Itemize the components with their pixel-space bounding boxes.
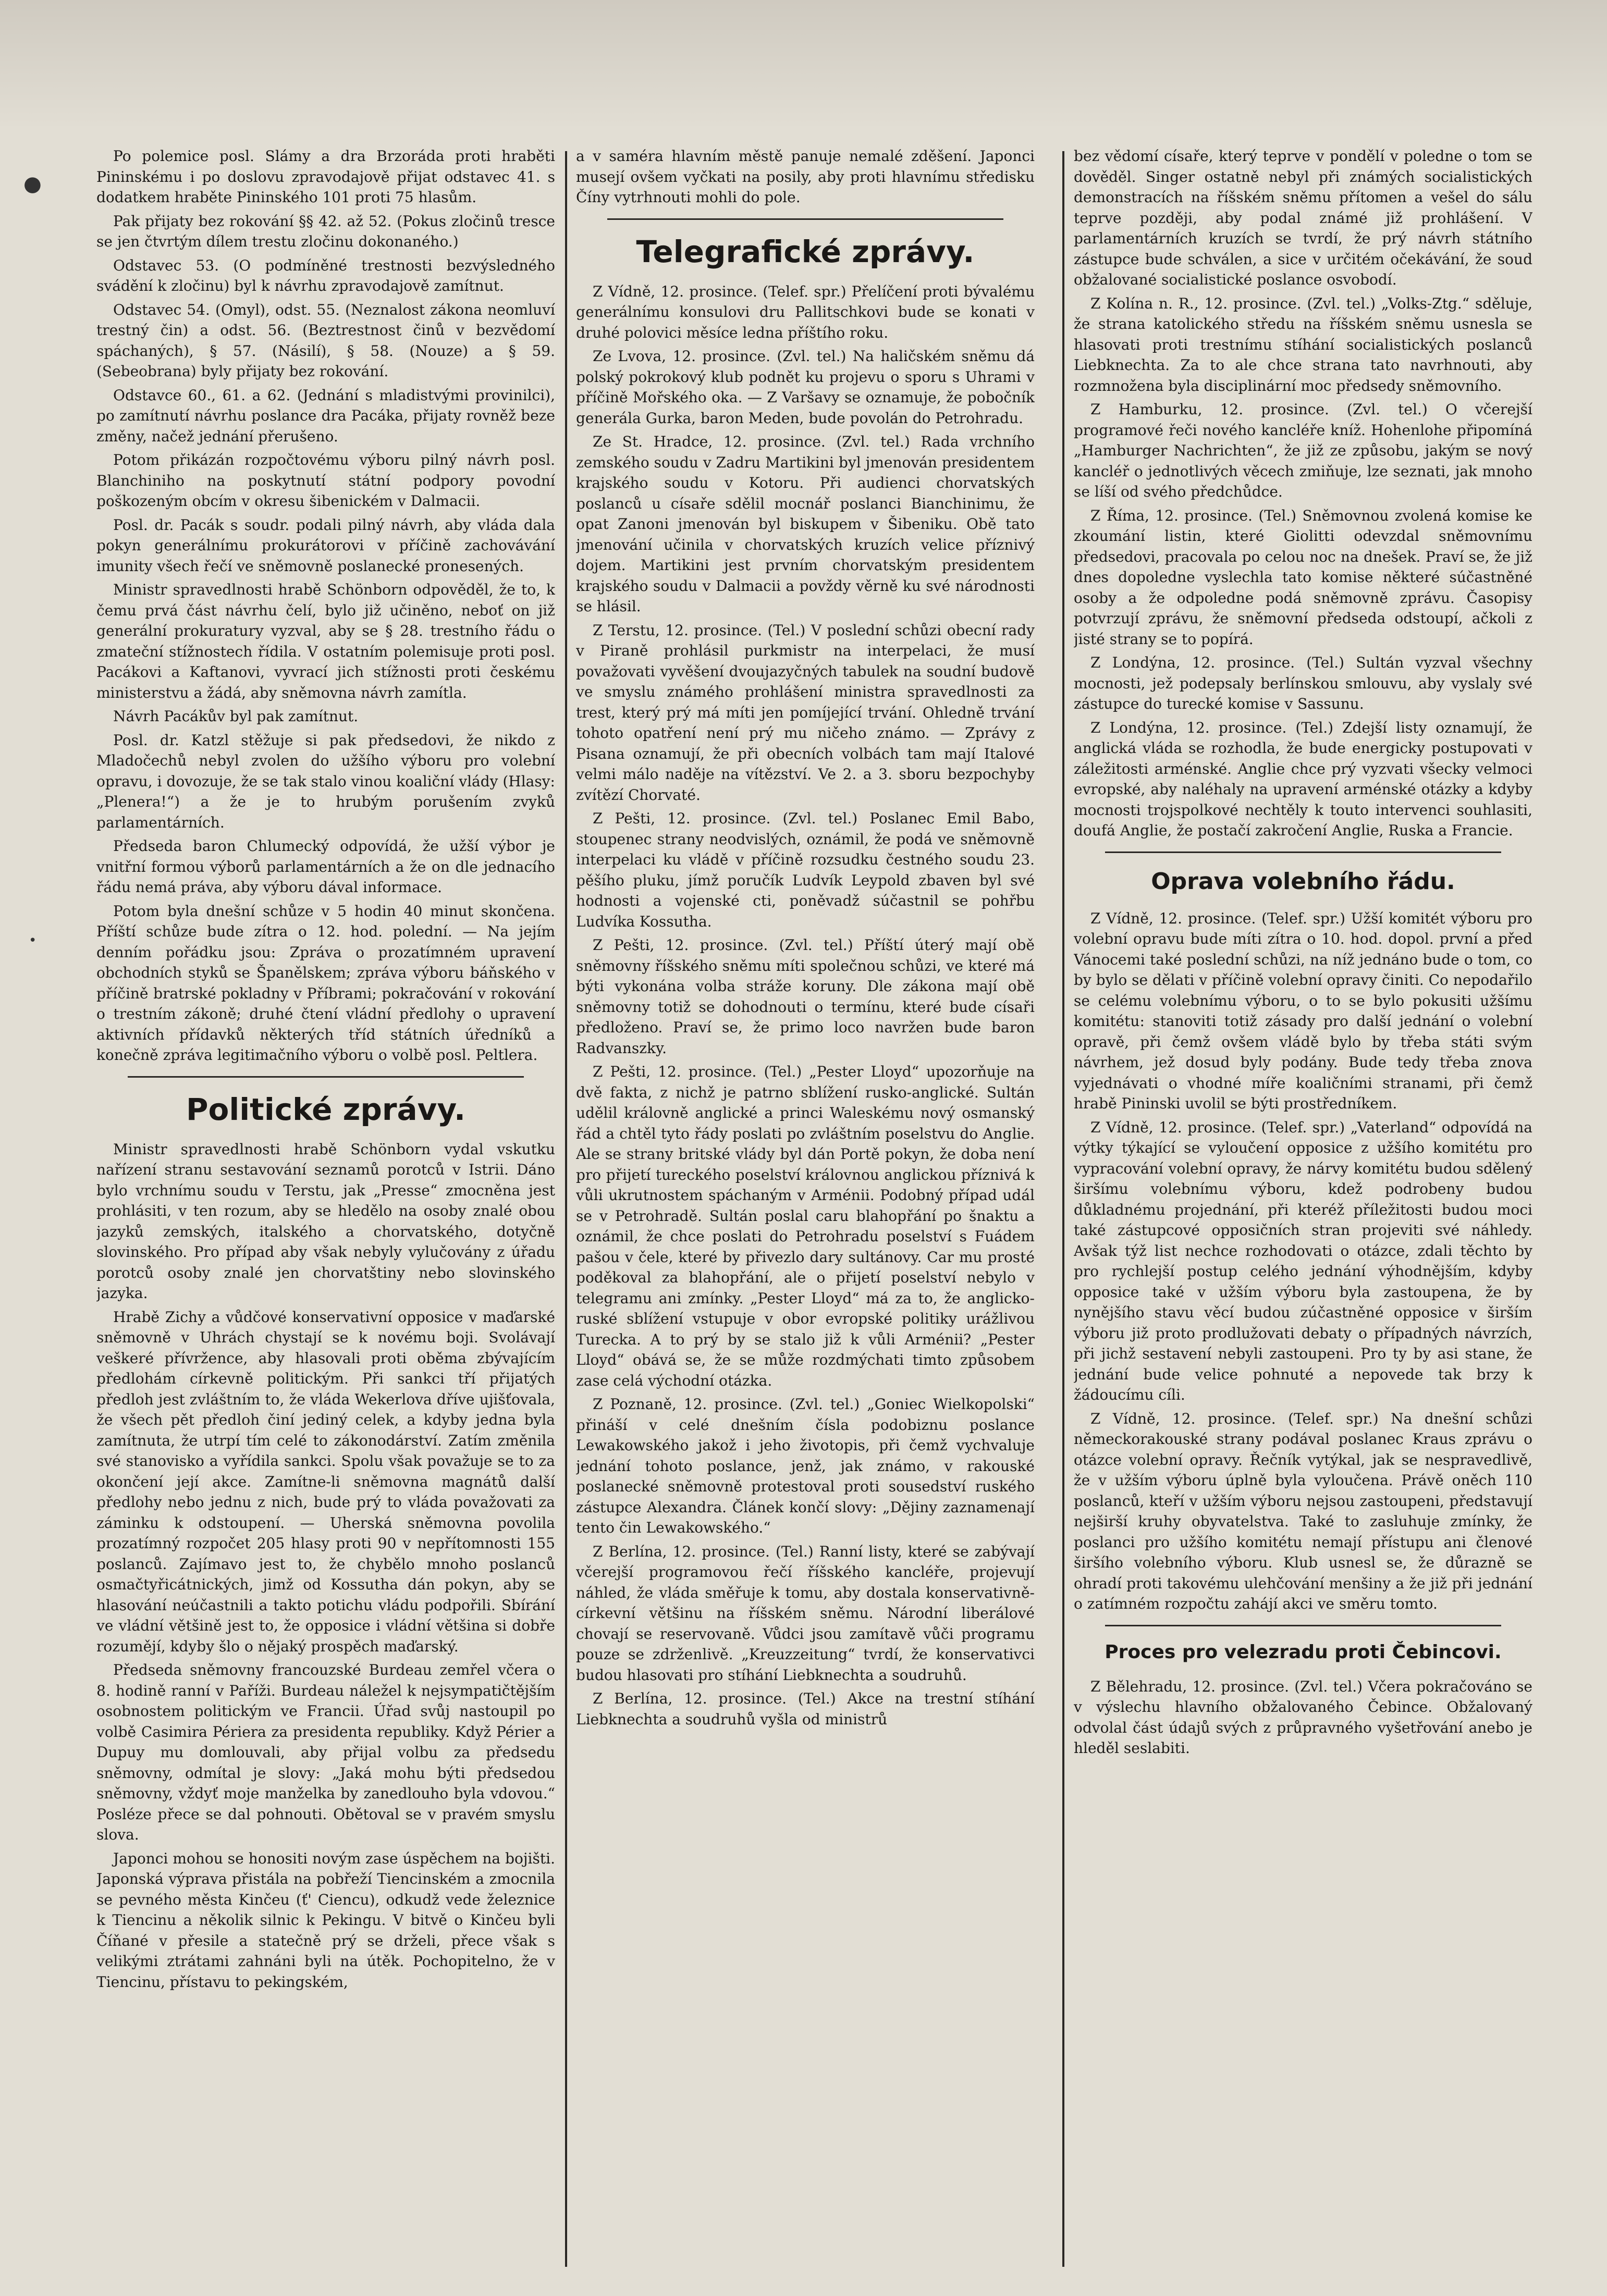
margin-bullet-icon: • bbox=[29, 933, 37, 948]
column-rule bbox=[565, 151, 567, 2267]
article-paragraph: Pak přijaty bez rokování §§ 42. až 52. (Pokus zločinů tresce se jen čtvrtým dílem trestu zločinu dokonaného.) bbox=[96, 212, 555, 250]
article-paragraph: Z Poznaně, 12. prosince. (Zvl. tel.) „Goniec Wielkopolski“ přináší v celé dnešním čísla podobiznu poslance Lewakowského jakož i jeho životopis, při čemž vychvaluje jednání tohoto poslance, jenž, jak známo, v rakouské poslanecké sněmovně protestoval proti sousedství ruského zástupce Alexandra. Článek končí slovy: „Dějiny zaznamenají tento čin Lewakowského.“ bbox=[576, 1396, 1035, 1536]
article-paragraph: Ze St. Hradce, 12. prosince. (Zvl. tel.) Rada vrchního zemského soudu v Zadru Martikini byl jmenován presidentem krajského soudu v Kotoru. Při audienci chorvatských poslanců u císaře sdělil mocnář poslanci Bianchinimu, že opat Zanoni jmenován byl biskupem v Šibeniku. Obě tato jmenování učinila v chorvatských kruzích velice příznivý dojem. Martikini jest prvním chorvatským presidentem krajského soudu v Dalmacii a povždy věrně ku své národnosti se hlásil. bbox=[576, 433, 1035, 615]
article-paragraph: Odstavec 53. (O podmíněné trestnosti bezvýsledného svádění k zločinu) byl k návrhu zpravodajově zamítnut. bbox=[96, 256, 555, 294]
section-heading-electoral-reform: Oprava volebního řádu. bbox=[1151, 868, 1455, 895]
section-heading-treason-trial: Proces pro velezradu proti Čebincovi. bbox=[1105, 1641, 1502, 1663]
article-paragraph: Z Vídně, 12. prosince. (Telef. spr.) „Vaterland“ odpovídá na výtky týkající se vyloučení opposice z užšího komitétu pro vypracování volební opravy, že nárvy komitétu budou sdělený širšímu volebnímu výboru, kdež podrobeny budou důkladnému projednání, při kteréž příležitosti budou moci také zástupcové opposičních stran projeviti své náhledy. Avšak týž list nechce rozhodovati o otázce, zdali těchto by pro rychlejší postup celého jednání výhodnějším, kdyby opposice také v užším výboru byla zastoupena, že by nynějšího stavu věcí budou zúčastněné opposice v širším výboru již proto prodlužovati debaty o případných návrzích, při jichž sestavení nebyli zastoupeni. Pro ty by asi stane, že jednání bude velice pohnuté a nepovede tak brzy k žádoucímu cíli. bbox=[1074, 1118, 1532, 1403]
article-paragraph: Posl. dr. Pacák s soudr. podali pilný návrh, aby vláda dala pokyn generálnímu prokurátorovi v příčině zachovávání imunity všech řečí ve sněmovně poslanecké pronesených. bbox=[96, 516, 555, 575]
article-paragraph: Z Pešti, 12. prosince. (Zvl. tel.) Poslanec Emil Babo, stoupenec strany neodvislých, oznámil, že podá ve sněmovně interpelaci ku vládě v příčině rozsudku čestného soudu 23. pěšího pluku, jímž poručík Ludvík Leypold zbaven byl své hodnosti a vojenské cti, poněvadž súčastnil se pohřbu Ludvíka Kossutha. bbox=[576, 810, 1035, 930]
article-paragraph: a v saméra hlavním městě panuje nemalé zděšení. Japonci musejí ovšem vyčkati na posily, aby proti hlavnímu středisku Číny vytrhnouti mohli do pole. bbox=[576, 147, 1035, 206]
margin-bullet-icon: ● bbox=[23, 172, 42, 196]
article-paragraph: Z Pešti, 12. prosince. (Zvl. tel.) Příští úterý mají obě sněmovny říšského sněmu míti společnou schůzi, ve které má býti vykonána volba stráže koruny. Dle zákona mají obě sněmovny totiž se dohodnouti o termínu, které bude císaři předloženo. Praví se, že primo loco navržen bude baron Radvanszky. bbox=[576, 936, 1035, 1057]
column-middle bbox=[576, 146, 1035, 2272]
article-paragraph: Návrh Pacákův byl pak zamítnut. bbox=[113, 708, 359, 725]
section-divider bbox=[1105, 1625, 1501, 1626]
article-paragraph: Odstavec 54. (Omyl), odst. 55. (Neznalost zákona neomluví trestný čin) a odst. 56. (Beztrestnost činů v bezvědomí spáchaných), § 57. (Násilí), § 58. (Nouze) a § 59. (Sebeobrana) byly přijaty bez rokování. bbox=[96, 301, 555, 380]
article-paragraph: Posl. dr. Katzl stěžuje si pak předsedovi, že nikdo z Mladočechů nebyl zvolen do užšího výboru pro volební opravu, i dovozuje, že se tak stalo vinou koaliční vlády (Hlasy: „Plenera!“) a že je to hrubým porušením zvyků parlamentárních. bbox=[96, 731, 555, 831]
section-divider bbox=[607, 218, 1003, 220]
column-rule bbox=[1062, 151, 1064, 2267]
article-paragraph: Předseda baron Chlumecký odpovídá, že užší výbor je vnitřní formou výborů parlamentárních a že on dle jednacího řádu nemá práva, aby výboru dával informace. bbox=[96, 837, 555, 896]
article-paragraph: Ministr spravedlnosti hrabě Schönborn odpověděl, že to, k čemu prvá část návrhu čelí, bylo již učiněno, neboť on již generální prokuratury vyzval, aby se § 28. trestního řádu o zmateční stížnostech řídila. V ostatním polemisuje proti posl. Pacákovi a Kaftanovi, vyvrací jich stížnosti proti českému ministerstvu a žádá, aby sněmovna návrh zamítla. bbox=[96, 581, 555, 701]
article-paragraph: Z Vídně, 12. prosince. (Telef. spr.) Užší komitét výboru pro volební opravu bude míti zítra o 10. hod. dopol. první a před Vánocemi také poslední schůzi, na níž jednáno bude o tom, co by bylo se dělati v příčině volební opravy činiti. Co nepodařilo se celému volebnímu výboru, o to se bylo pokusiti užšímu komitétu: stanoviti totiž zásady pro další jednání o volební opravě, při čemž ovšem vládě bylo by třeba státi svým návrhem, jež dosud byly podány. Bude tedy třeba znova vyjednávati o vhodné míře koaličními stranami, při čemž hrabě Pininski uvolil se býti prostředníkem. bbox=[1074, 909, 1532, 1112]
article-paragraph: Odstavce 60., 61. a 62. (Jednání s mladistvými provinilci), po zamítnutí návrhu poslance dra Pacáka, přijaty rovněž beze změny, načež jednání přerušeno. bbox=[96, 386, 555, 445]
article-paragraph: Z Vídně, 12. prosince. (Telef. spr.) Na dnešní schůzi německorakouské strany podával poslanec Kraus zprávu o otázce volební opravy. Řečník vytýkal, jak se nespravedlivě, že v užším výboru úplně byla vyloučena. Právě oněch 110 poslanců, kteří v užším výboru nejsou zastoupeni, představují nejširší kruhy obyvatelstva. Také to zasluhuje zmínky, že poslanci pro užšího komitétu nemají přístupu ani členové širšího volebního výboru. Klub usnesl se, že důrazně se ohradí proti takovému ulehčování menšiny a že již při jednání o zatímném rozpočtu zahájí akci ve směru tomto. bbox=[1074, 1410, 1532, 1612]
article-paragraph: Ze Lvova, 12. prosince. (Zvl. tel.) Na haličském sněmu dá polský pokrokový klub podnět ku projevu o sporu s Uhrami v příčině Mořského oka. — Z Varšavy se oznamuje, že pobočník generála Gurka, baron Meden, bude povolán do Petrohradu. bbox=[576, 348, 1035, 427]
article-paragraph: Japonci mohou se honositi novým zase úspěchem na bojišti. Japonská výprava přistála na pobřeží Tiencinském a zmocnila se pevného města Kinčeu (ť' Ciencu), odkudž vede železnice k Tiencinu a několik silnic k Pekingu. V bitvě o Kinčeu byli Číňané v přesile a statečně prý se drželi, přece však s velikými ztrátami zahnáni byli na útěk. Pochopitelno, že v Tiencinu, přístavu to pekingském, bbox=[96, 1849, 555, 1991]
article-paragraph: Z Kolína n. R., 12. prosince. (Zvl. tel.) „Volks-Ztg.“ sděluje, že strana katolického středu na říšském sněmu usnesla se hlasovati proti trestnímu stíhání socialistických poslanců Liebknechta. Za to ale chce strana tato navrhnouti, aby rozmnožena byla disciplinární moc předsedy sněmovního. bbox=[1074, 294, 1532, 394]
article-paragraph: Potom byla dnešní schůze v 5 hodin 40 minut skončena. Příští schůze bude zítra o 12. hod. polední. — Na jejím denním pořádku jsou: Zpráva o prozatímném upravení obchodních styků se Španělskem; zpráva výboru báňského v příčině bratrské pokladny v Příbrami; pokračování v rokování o trestním zákoně; druhé čtení vládní předlohy o upravení aktivních přídavků některých tříd státních úředníků a konečně zpráva legitimačního výboru o volbě posl. Peltlera. bbox=[96, 902, 555, 1064]
article-paragraph: Z Londýna, 12. prosince. (Tel.) Zdejší listy oznamují, že anglická vláda se rozhodla, že bude energicky postupovati v záležitosti arménské. Anglie chce prý vyzvati všecky velmoci evropské, aby naléhaly na upravení arménské otázky a kdyby mocnosti trojspolkové nechtěly k touto intervenci souhlasiti, doufá Anglie, že postačí zakročení Anglie, Ruska a Francie. bbox=[1074, 719, 1532, 839]
article-paragraph: Předseda sněmovny francouzské Burdeau zemřel včera o 8. hodině ranní v Paříži. Burdeau náležel k nejsympatičtějším osobnostem politickým ve Francii. Úřad svůj nastoupil po volbě Casimira Périera za presidenta republiky. Když Périer a Dupuy mu domlouvali, aby přijal volbu za předsedu sněmovny, odmítal je slovy: „Jaká mohu býti předsedou sněmovny, vždyť moje manželka by zanedlouho byla vdovou.“ Posléze přece se dal pohnouti. Obětoval se v pravém smyslu slova. bbox=[96, 1661, 555, 1843]
column-right bbox=[1074, 146, 1532, 2272]
column-left bbox=[96, 146, 555, 2272]
article-paragraph: Z Hamburku, 12. prosince. (Zvl. tel.) O včerejší programové řeči nového kancléře kníž. Hohenlohe připomíná „Hamburger Nachrichten“, že již ze způsobu, jakým se nový kancléř o jednotlivých věcech zmiňuje, lze seznati, jak mnoho se líší od svého předchůdce. bbox=[1074, 401, 1532, 500]
article-paragraph: Hrabě Zichy a vůdčové konservativní opposice v maďarské sněmovně v Uhrách chystají se k novému boji. Svolávají veškeré přívržence, aby hlasovali proti oběma zbývajícím předlohám církevně politickým. Při sankci tří přijatých předloh jest zvláštním to, že vláda Wekerlova dříve ujišťovala, že všech pět předloh činí jediný celek, a kdyby jedna byla zamítnuta, že utrpí tím celé to zákonodárství. Zatím změnila své stanovisko a vyřídila sankci. Spolu však považuje se to za okončení její akce. Zamítne-li sněmovna magnátů další předlohy nebo jednu z nich, bude prý to vláda považovati za záminku k odstoupení. — Uherská sněmovna povolila prozatímný rozpočet 205 hlasy proti 90 v nepřítomnosti 155 poslanců. Zajímavo jest to, že chybělo mnoho poslanců osmačtyřicátnických, jimž od Kossutha dán pokyn, aby se hlasování neúčastnili a takto potichu vládu podpořili. Sbírání ve vládní většině jest to, že opposice i vládní většina si dobře rozumějí, kdyby šlo o nějaký prospěch maďarský. bbox=[96, 1308, 555, 1655]
section-heading-political: Politické zprávy. bbox=[186, 1091, 465, 1127]
article-paragraph: bez vědomí císaře, který teprve v pondělí v poledne o tom se dověděl. Singer ostatně nebyl při známých socialistických demonstracích na říšském sněmu přítomen a vešel do sálu teprve později, aby podal známé již prohlášení. V parlamentárních kruzích se tvrdí, že prý návrh státního zástupce bude schválen, a sice v určitém očekávání, že soud obžalované socialistické poslance osvobodí. bbox=[1074, 147, 1532, 288]
article-paragraph: Z Terstu, 12. prosince. (Tel.) V poslední schůzi obecní rady v Piraně prohlásil purkmistr na interpelaci, že musí považovati vyvěšení dvoujazyčných tabulek na soudní budově ve smyslu známého prohlášení ministra spravedlnosti za trest, který prý má míti jen pomíjející trvání. Ohledně trvání tohoto opatření není prý mu ničeho známo. — Zprávy z Pisana oznamují, že při obecních volbách tam mají Italové velmi málo naděje na vítězství. Ve 2. a 3. sboru bezpochyby zvítězí Chorvaté. bbox=[576, 621, 1035, 804]
article-paragraph: Ministr spravedlnosti hrabě Schönborn vydal vskutku nařízení stranu sestavování seznamů porotců v Istrii. Dáno bylo vrchnímu soudu v Terstu, jak „Presse“ zmocněna jest prohlásiti, v ten rozum, aby se hledělo na osoby znalé obou jazyků zemských, italského a chorvatského, dotyčně slovinského. Pro případ aby však nebyly vylučovány z úřadu porotců osoby znalé jen chorvatštiny nebo slovinského jazyka. bbox=[96, 1140, 555, 1302]
article-paragraph: Potom přikázán rozpočtovému výboru pilný návrh posl. Blanchiniho na poskytnutí státní podpory povodní poškozeným obcím v okresu šibenickém v Dalmacii. bbox=[96, 451, 555, 510]
section-heading-telegraphic: Telegrafické zprávy. bbox=[636, 233, 975, 269]
article-paragraph: Z Londýna, 12. prosince. (Tel.) Sultán vyzval všechny mocnosti, jež podepsaly berlínskou smlouvu, aby vyslaly své zástupce do turecké komise v Sassunu. bbox=[1074, 654, 1532, 712]
article-paragraph: Po polemice posl. Slámy a dra Brzoráda proti hraběti Pininskému i po doslovu zpravodajově přijat odstavec 41. s dodatkem hraběte Pininského 101 proti 75 hlasům. bbox=[96, 147, 555, 206]
article-paragraph: Z Říma, 12. prosince. (Tel.) Sněmovnou zvolená komise ke zkoumání listin, které Giolitti odevzdal sněmovnímu předsedovi, pracovala po celou noc na dnešek. Praví se, že již dnes dopoledne vyslechla tato komise některé súčastněné osoby a že odpoledne podá sněmovně zprávu. Časopisy potvrzují zprávu, že sněmovní předseda odstoupí, ačkoli z jisté strany se to popírá. bbox=[1074, 507, 1532, 648]
article-paragraph: Z Berlína, 12. prosince. (Tel.) Ranní listy, které se zabývají včerejší programovou řečí říšského kancléře, projevují náhled, že vláda směřuje k tomu, aby dostala konservativně-církevní většinu na říšském sněmu. Národní liberálové chovají se reservovaně. Vůdci jsou zamítavě vůči programu pouze se zdrženlivě. „Kreuzzeitung“ tvrdí, že konservativci budou hlasovati pro stíhání Liebknechta a soudruhů. bbox=[576, 1542, 1035, 1684]
article-paragraph: Z Bělehradu, 12. prosince. (Zvl. tel.) Včera pokračováno se v výslechu hlavního obžalovaného Čebince. Obžalovaný odvolal část údajů svých z průpravného vyšetřování anebo je hleděl seslabiti. bbox=[1074, 1677, 1532, 1757]
article-paragraph: Z Pešti, 12. prosince. (Tel.) „Pester Lloyd“ upozorňuje na dvě fakta, z nichž je patrno sblížení rusko-anglické. Sultán udělil královně anglické a princi Waleskému nový osmanský řád a chtěl tyto řády poslati po zvláštním poselstvu do Anglie. Ale se strany britské vlády byl dán Portě pokyn, že doba není pro přijetí tureckého poselství královnou anglickou příznivá k vůli ukrutnostem spáchaným v Arménii. Podobný případ udál se v Petrohradě. Sultán poslal caru blahopřání po šnaktu a oznámil, že chce poslati do Petrohradu poselství s Fuádem pašou v čele, které by přivezlo dary sultánovy. Car mu prosté poděkoval za blahopřání, ale o přijetí poselství nebylo v telegramu ani zmínky. „Pester Lloyd“ má za to, že anglicko-ruské sblížení vstupuje v obor evropské politiky urážlivou Turecka. A to prý by se stalo již k vůli Arménii? „Pester Lloyd“ obává se, že se může rozdmýchati timto způsobem zase celá východní otázka. bbox=[576, 1063, 1035, 1389]
article-paragraph: Z Berlína, 12. prosince. (Tel.) Akce na trestní stíhání Liebknechta a soudruhů vyšla od ministrů bbox=[576, 1690, 1035, 1728]
top-margin bbox=[0, 0, 1607, 130]
article-paragraph: Z Vídně, 12. prosince. (Telef. spr.) Přelíčení proti bývalému generálnímu konsulovi dru Pallitschkovi bude se konati v druhé polovici měsíce ledna příštího roku. bbox=[576, 282, 1035, 341]
section-divider bbox=[1105, 851, 1501, 853]
section-divider bbox=[128, 1076, 524, 1078]
